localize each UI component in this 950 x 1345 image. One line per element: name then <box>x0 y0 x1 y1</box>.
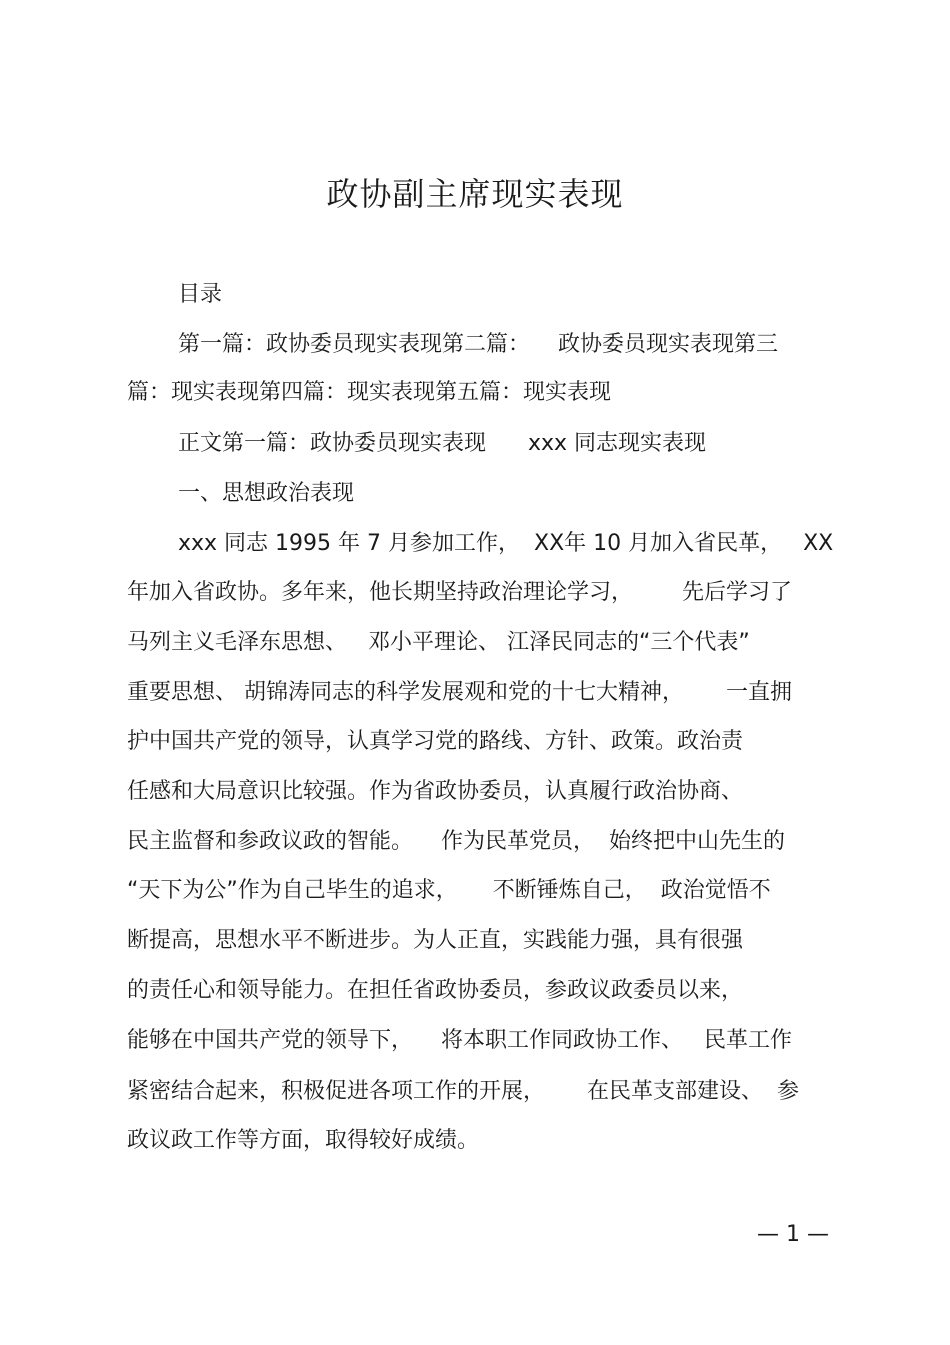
body-line: 任感和大局意识比较强。作为省政协委员，认真履行政治协商、 <box>127 779 744 804</box>
body-line: 能够在中国共产党的领导下， 将本职工作同政协工作、 民革工作 <box>127 1028 792 1053</box>
body-line: 民主监督和参政议政的智能。 作为民革党员， 始终把中山先生的 <box>127 829 785 854</box>
body-line: 政议政工作等方面，取得较好成绩。 <box>127 1128 480 1153</box>
body-line: xxx 同志 1995 年 7 月参加工作， XX年 10 月加入省民革， XX <box>178 531 834 556</box>
toc-heading: 目录 <box>178 282 223 307</box>
body-line: 第一篇：政协委员现实表现第二篇： 政协委员现实表现第三 <box>178 332 778 357</box>
body-line: 的责任心和领导能力。在担任省政协委员，参政议政委员以来， <box>127 978 744 1003</box>
body-line: 年加入省政协。多年来，他长期坚持政治理论学习， 先后学习了 <box>127 580 792 605</box>
body-line: 断提高，思想水平不断进步。为人正直，实践能力强，具有很强 <box>127 928 744 953</box>
body-line: 马列主义毛泽东思想、 邓小平理论、 江泽民同志的“三个代表” <box>127 630 750 655</box>
body-line: 紧密结合起来，积极促进各项工作的开展， 在民革支部建设、 参 <box>127 1079 799 1104</box>
page-title: 政协副主席现实表现 <box>326 175 624 213</box>
body-line: “天下为公”作为自己毕生的追求， 不断锤炼自己， 政治觉悟不 <box>127 878 771 903</box>
body-line: 重要思想、 胡锦涛同志的科学发展观和党的十七大精神， 一直拥 <box>127 680 792 705</box>
body-line: 篇：现实表现第四篇：现实表现第五篇：现实表现 <box>127 380 612 405</box>
section-heading: 一、思想政治表现 <box>178 481 355 506</box>
body-line: 护中国共产党的领导，认真学习党的路线、方针、政策。政治责 <box>127 729 744 754</box>
page-number: — 1 — <box>757 1222 829 1247</box>
body-line: 正文第一篇：政协委员现实表现 xxx 同志现实表现 <box>178 431 707 456</box>
